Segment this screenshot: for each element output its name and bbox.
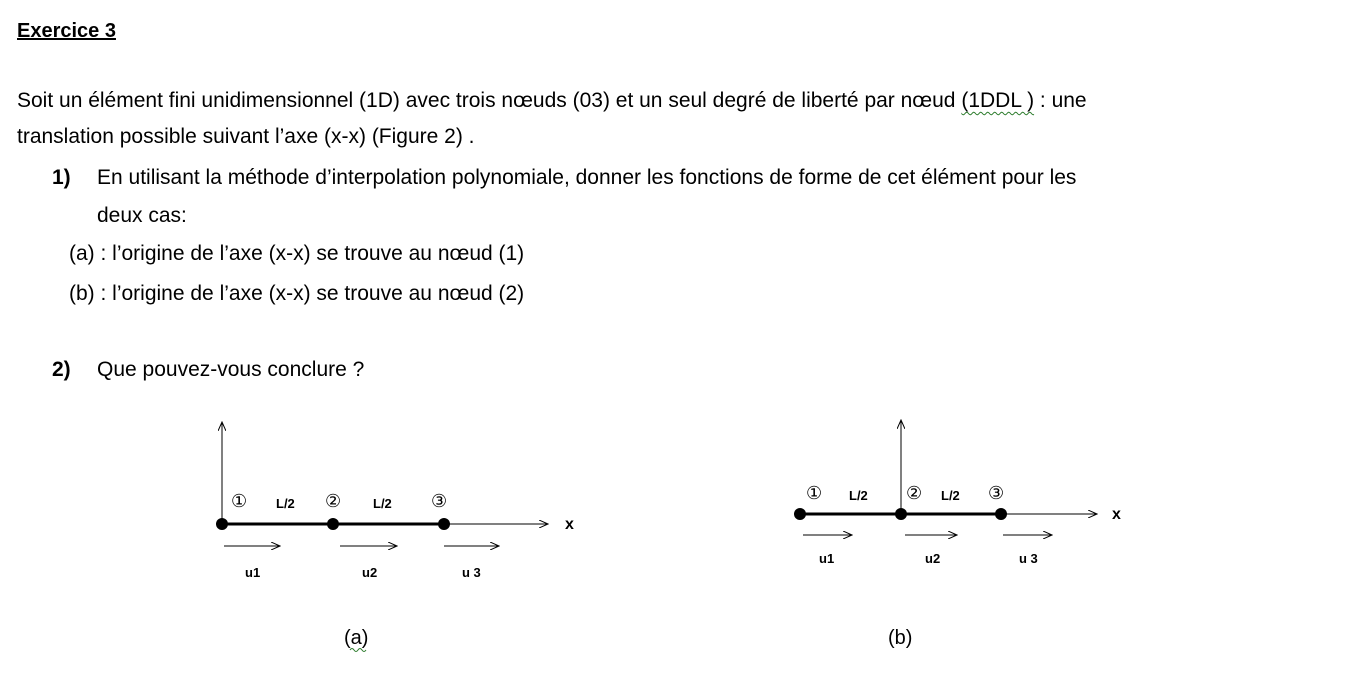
figure-b-node-1-label: ① xyxy=(806,483,823,504)
figure-a-node-3-label: ③ xyxy=(431,491,448,512)
figure-b-node-2-dot xyxy=(895,508,907,520)
question-1-text: En utilisant la méthode d’interpolation polynomiale, donner les fonctions de forme de cet élément pour les xyxy=(97,166,1077,189)
intro-line-2: translation possible suivant l’axe (x-x) (Figure 2) . xyxy=(17,125,475,148)
question-1-number: 1) xyxy=(52,166,71,189)
intro-line-1-end: : une xyxy=(1034,89,1087,112)
figure-b-segment-1-label: L/2 xyxy=(849,488,868,503)
question-1-continued: deux cas: xyxy=(97,204,187,227)
figure-b xyxy=(794,420,1121,649)
figure-a-node-1-dot xyxy=(216,518,228,530)
figure-a xyxy=(216,422,574,652)
figure-a-u3-label: u 3 xyxy=(462,565,481,580)
exercise-title: Exercice 3 xyxy=(17,20,116,42)
figure-b-axis-label: x xyxy=(1112,506,1121,523)
figure-b-node-1-dot xyxy=(794,508,806,520)
figure-b-u2-label: u2 xyxy=(925,551,941,566)
figure-a-axis-label: x xyxy=(565,516,574,533)
figure-a-node-2-dot xyxy=(327,518,339,530)
question-2-number: 2) xyxy=(52,358,71,381)
figure-b-node-2-label: ② xyxy=(906,483,923,504)
figure-b-u1-label: u1 xyxy=(819,551,835,566)
figure-a-segment-2-label: L/2 xyxy=(373,496,392,511)
intro-line-1-start: Soit un élément fini unidimensionnel (1D) avec trois nœuds (03) et un seul degré de liberté par nœud xyxy=(17,89,962,112)
figure-b-node-3-dot xyxy=(995,508,1007,520)
case-b-text: (b) : l’origine de l’axe (x-x) se trouve au nœud (2) xyxy=(69,282,525,305)
case-a-text: (a) : l’origine de l’axe (x-x) se trouve au nœud (1) xyxy=(69,242,525,265)
figure-a-node-3-dot xyxy=(438,518,450,530)
figure-a-segment-1-label: L/2 xyxy=(276,496,295,511)
figure-b-node-3-label: ③ xyxy=(988,483,1005,504)
question-2-text: Que pouvez-vous conclure ? xyxy=(97,358,365,381)
figure-b-caption: (b) xyxy=(888,627,913,649)
figure-a-u2-label: u2 xyxy=(362,565,378,580)
figure-a-node-2-label: ② xyxy=(325,491,342,512)
figure-a-caption: (a) xyxy=(344,627,369,649)
figure-a-u1-label: u1 xyxy=(245,565,261,580)
figure-a-node-1-label: ① xyxy=(231,491,248,512)
ddl-term: (1DDL ) xyxy=(961,89,1035,112)
figure-b-u3-label: u 3 xyxy=(1019,551,1038,566)
figure-b-segment-2-label: L/2 xyxy=(941,488,960,503)
